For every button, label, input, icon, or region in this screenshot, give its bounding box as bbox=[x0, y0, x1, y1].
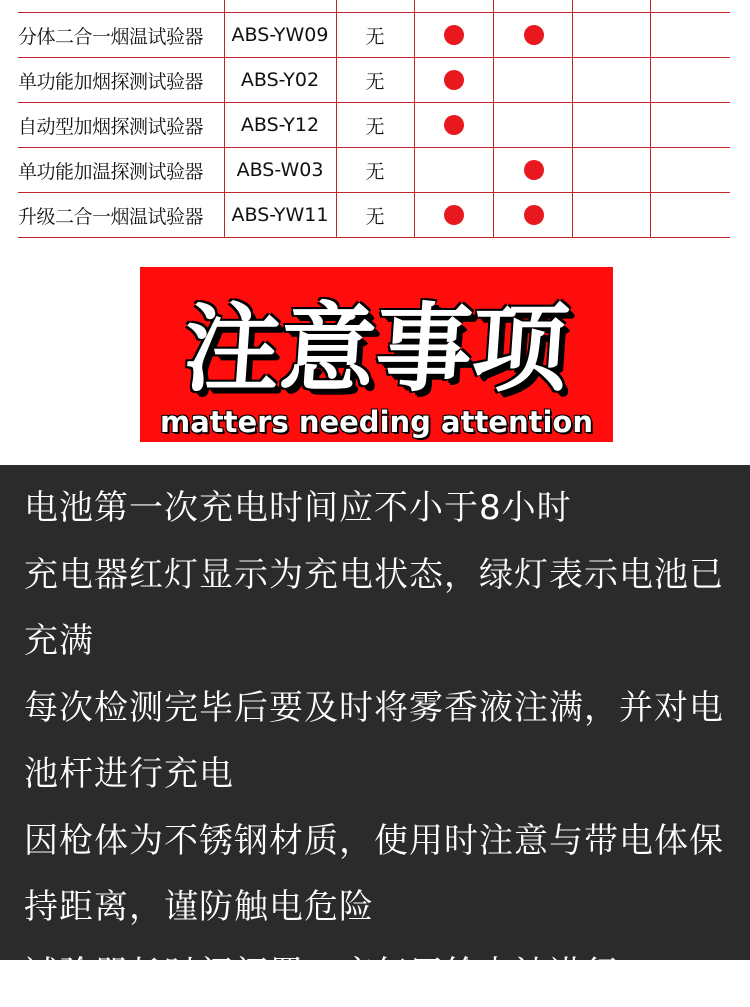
banner-subtitle: matters needing attention bbox=[140, 405, 613, 439]
product-name: 自动型加烟探测试验器 bbox=[18, 103, 224, 147]
product-name: 升级二合一烟温试验器 bbox=[18, 193, 224, 237]
product-extra: 无 bbox=[336, 193, 414, 237]
table-row bbox=[18, 148, 730, 193]
notes-panel bbox=[0, 465, 750, 960]
product-extra: 无 bbox=[336, 58, 414, 102]
product-model: ABS-Y12 bbox=[224, 103, 336, 147]
column-divider bbox=[414, 0, 415, 238]
smoke-function-dot bbox=[444, 25, 464, 45]
product-extra: 无 bbox=[336, 103, 414, 147]
note-item: 每次检测完毕后要及时将雾香液注满，并对电池杆进行充电 bbox=[24, 675, 736, 808]
product-name: 单功能加温探测试验器 bbox=[18, 148, 224, 192]
heat-function-dot bbox=[524, 205, 544, 225]
column-divider bbox=[650, 0, 651, 238]
heat-function-dot bbox=[524, 160, 544, 180]
notes-list bbox=[24, 475, 736, 1007]
smoke-function-dot bbox=[444, 205, 464, 225]
banner-title: 注意事项 bbox=[135, 273, 618, 410]
column-divider bbox=[224, 0, 225, 238]
spec-table bbox=[18, 0, 730, 238]
note-item: 因枪体为不锈钢材质，使用时注意与带电体保持距离，谨防触电危险 bbox=[24, 808, 736, 941]
note-item: 充电器红灯显示为充电状态，绿灯表示电池已充满 bbox=[24, 542, 736, 675]
column-divider bbox=[572, 0, 573, 238]
product-model: ABS-YW11 bbox=[224, 193, 336, 237]
column-divider bbox=[336, 0, 337, 238]
note-item: 电池第一次充电时间应不小于8小时 bbox=[24, 475, 736, 542]
product-extra: 无 bbox=[336, 13, 414, 57]
product-model: ABS-Y02 bbox=[224, 58, 336, 102]
heat-function-dot bbox=[524, 25, 544, 45]
table-row-cut bbox=[18, 0, 730, 13]
smoke-function-dot bbox=[444, 115, 464, 135]
product-extra: 无 bbox=[336, 148, 414, 192]
product-name: 单功能加烟探测试验器 bbox=[18, 58, 224, 102]
attention-banner bbox=[140, 267, 613, 442]
table-row bbox=[18, 58, 730, 103]
product-model: ABS-YW09 bbox=[224, 13, 336, 57]
product-model: ABS-W03 bbox=[224, 148, 336, 192]
table-row bbox=[18, 193, 730, 238]
column-divider bbox=[493, 0, 494, 238]
note-item: 试验器长时间闲置，应每周给电池进行 bbox=[24, 941, 736, 1007]
product-name: 分体二合一烟温试验器 bbox=[18, 13, 224, 57]
table-row bbox=[18, 103, 730, 148]
table-row bbox=[18, 13, 730, 58]
smoke-function-dot bbox=[444, 70, 464, 90]
